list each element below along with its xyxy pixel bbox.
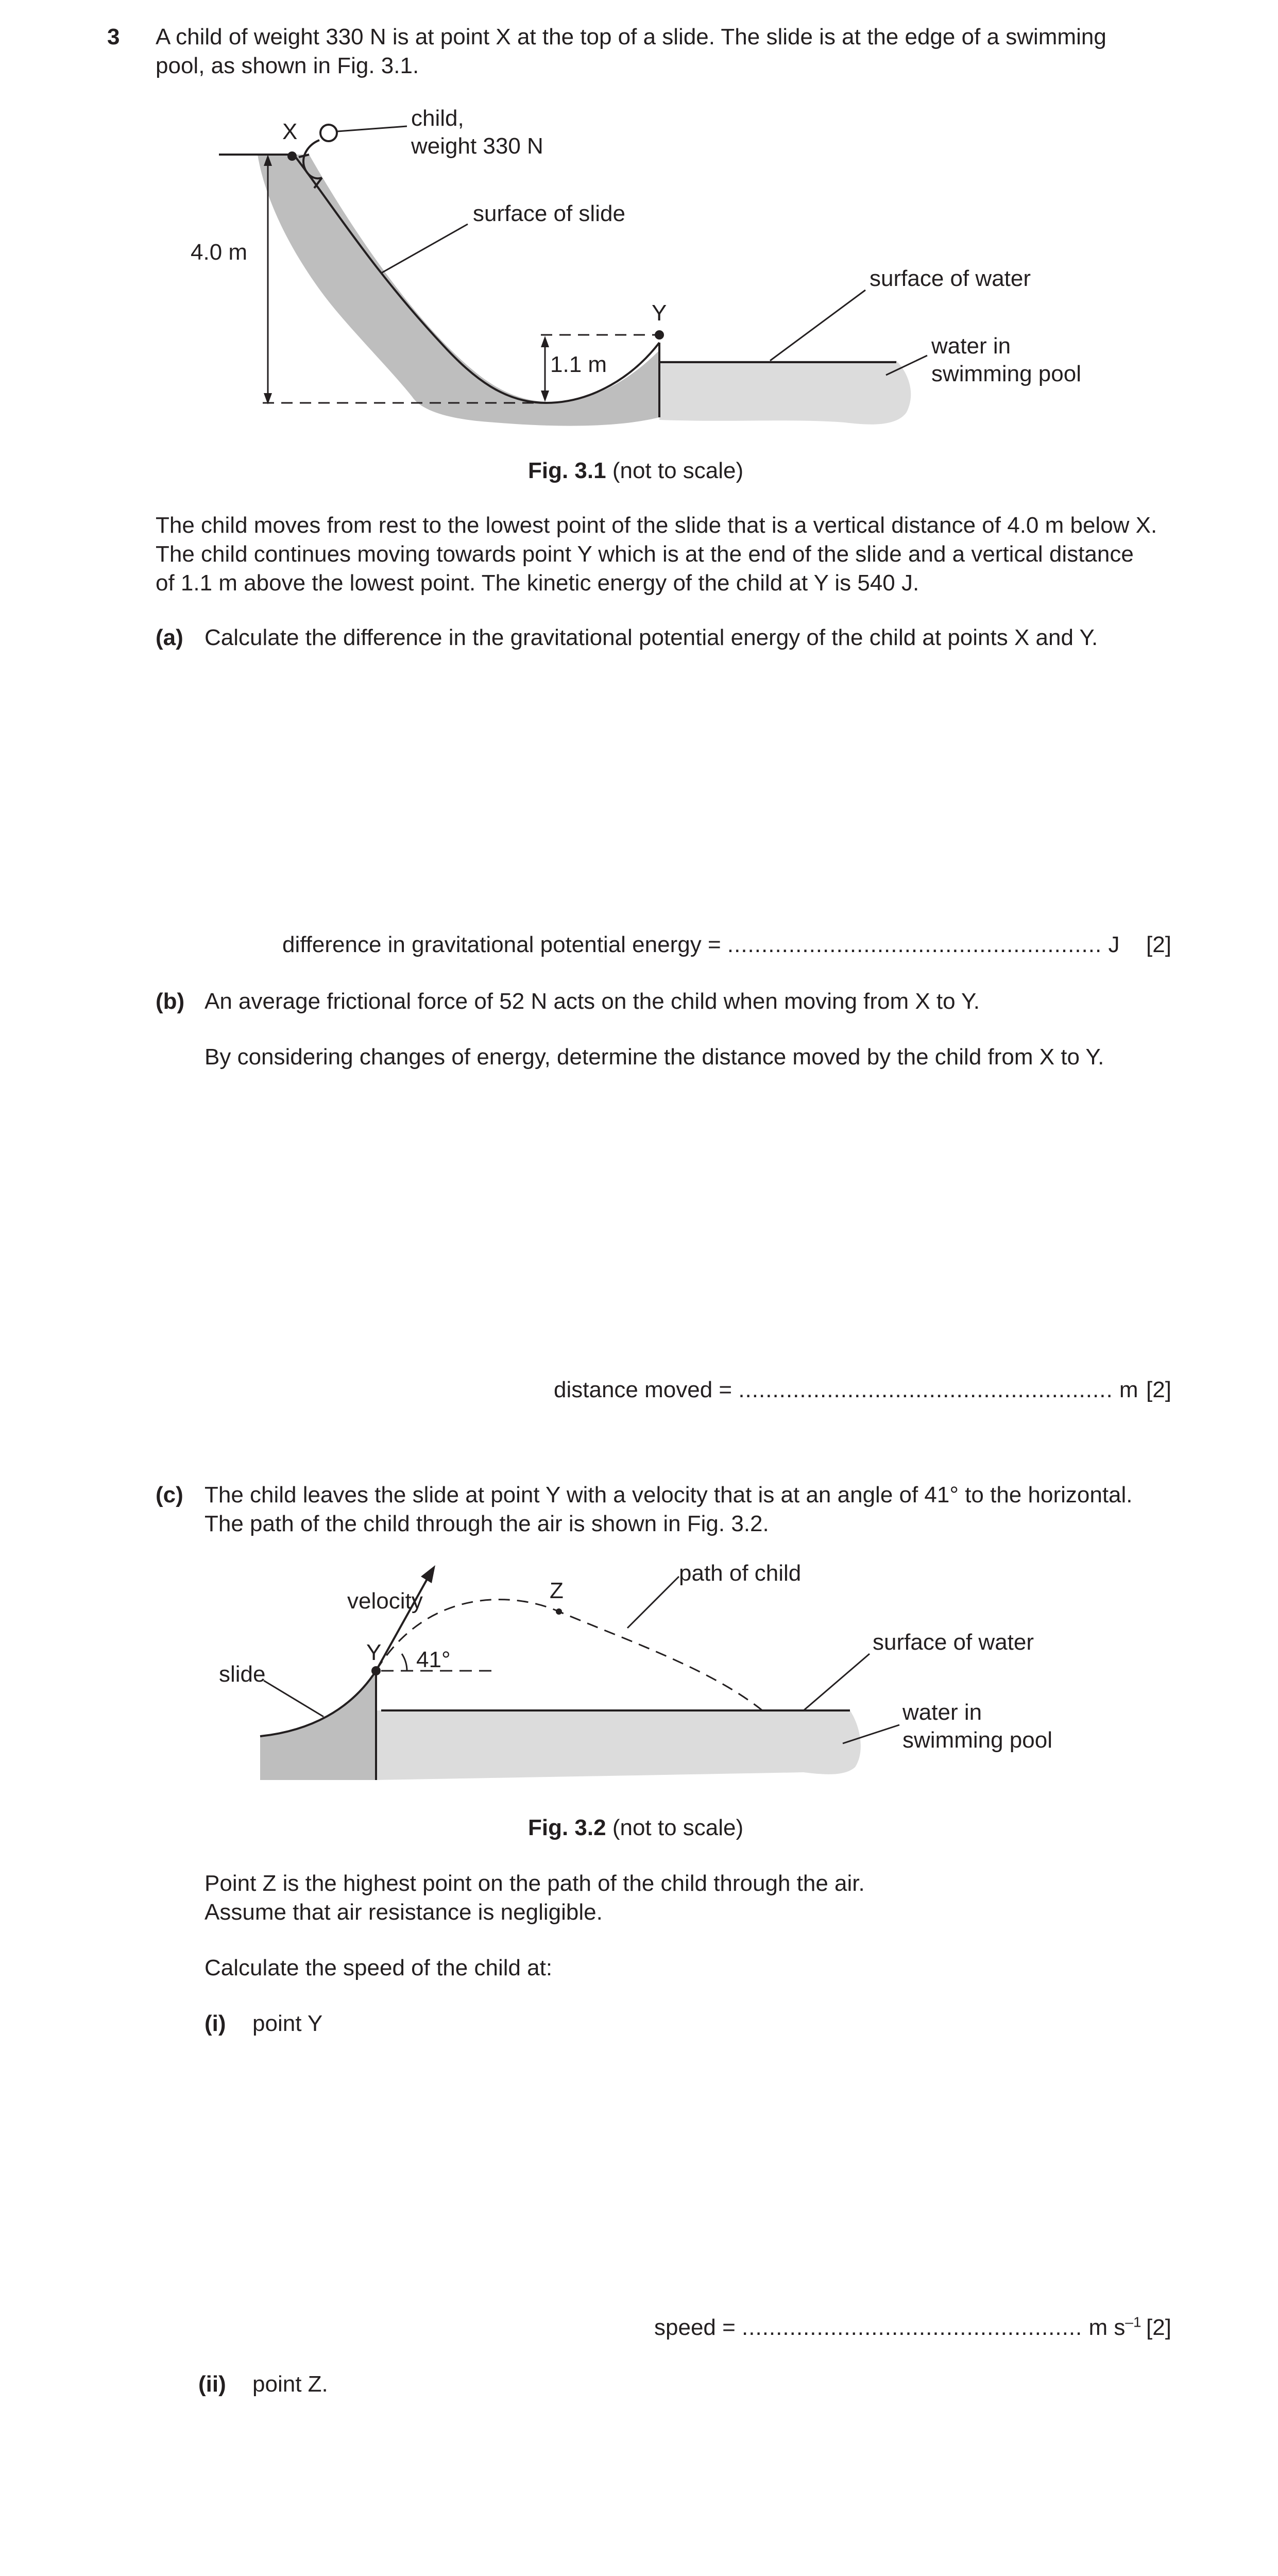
fig31-child-label-1: child, [411,106,464,131]
part-c-label: (c) [156,1482,183,1507]
question-number: 3 [107,24,120,49]
fig31-label-x: X [282,119,298,144]
part-ci-answer-field[interactable]: .................................................. [742,2315,1083,2340]
part-b-marks: [2] [1146,1377,1171,1402]
part-cii-label: (ii) [198,2371,226,2397]
para-line-3: of 1.1 m above the lowest point. The kinetic energy of the child at Y is 540 J. [156,570,919,596]
fig31-water-label-2: swimming pool [931,361,1081,386]
child-leader [337,126,407,131]
fig31-child-label-2: weight 330 N [411,133,543,159]
part-c-text-1: The child leaves the slide at point Y with a velocity that is at an angle of 41° to the horizontal. [205,1482,1133,1507]
slide-surface-leader [381,224,468,273]
path-leader [627,1577,679,1628]
fig32-path-label: path of child [679,1561,802,1586]
part-ci-label: (i) [205,2011,226,2036]
part-c-text-4: Assume that air resistance is negligible. [205,1900,603,1925]
part-a-answer-field[interactable]: ....................................................... [727,932,1102,957]
part-cii-text: point Z. [252,2371,328,2397]
water-surface-leader-2 [804,1654,870,1710]
part-c-text-3: Point Z is the highest point on the path of the child through the air. [205,1871,865,1896]
para-line-2: The child continues moving towards point Y which is at the end of the slide and a vertical distance [156,541,1134,567]
fig31-surface-of-slide-label: surface of slide [473,201,625,226]
fig32-surface-of-water-label: surface of water [873,1630,1034,1655]
fig31-caption: Fig. 3.1 (not to scale) [528,458,744,483]
fig31-height-1-1m: 1.1 m [550,352,607,377]
fig32-caption: Fig. 3.2 (not to scale) [528,1815,744,1840]
point-x [287,151,297,161]
part-b-answer-line: distance moved = ....................................................... m [554,1377,1138,1402]
para-line-1: The child moves from rest to the lowest point of the slide that is a vertical distance of 4.0 m below X. [156,513,1157,538]
fig-3-2-diagram [0,1546,1278,1803]
part-c-text-5: Calculate the speed of the child at: [205,1955,553,1980]
part-a-marks: [2] [1146,932,1171,957]
fig32-angle-label: 41° [416,1647,451,1672]
part-ci-text: point Y [252,2011,323,2036]
fig32-velocity-label: velocity [347,1588,423,1614]
slide-ground [258,155,659,426]
water-surface-leader [770,290,865,361]
fig32-label-z: Z [550,1578,564,1603]
part-b-text-1: An average frictional force of 52 N acts on the child when moving from X to Y. [205,989,980,1014]
intro-line-2: pool, as shown in Fig. 3.1. [156,53,419,78]
part-a-label: (a) [156,625,183,650]
fig-3-1-diagram [0,93,1278,464]
part-a-text: Calculate the difference in the gravitational potential energy of the child at points X and Y. [205,625,1098,650]
fig31-height-4m: 4.0 m [191,240,248,265]
slide-leader-2 [264,1681,323,1717]
slide-ground-2 [260,1669,376,1780]
part-b-text-2: By considering changes of energy, determine the distance moved by the child from X to Y. [205,1044,1104,1070]
fig31-surface-of-water-label: surface of water [870,266,1031,291]
part-c-text-2: The path of the child through the air is shown in Fig. 3.2. [205,1511,769,1536]
fig32-water-label-2: swimming pool [902,1727,1052,1753]
part-ci-answer-line: speed = .................................................. m $s^{-1}$ [654,2314,1141,2340]
pool-water [659,361,911,425]
fig32-slide-label: slide [219,1662,266,1687]
angle-arc [402,1654,407,1671]
part-ci-marks: [2] [1146,2315,1171,2340]
point-z [556,1608,562,1615]
pool-water-2 [376,1710,861,1780]
fig31-label-y: Y [652,300,667,326]
fig32-label-y: Y [366,1640,382,1665]
part-a-answer-line: difference in gravitational potential energy = ....................................................... J [282,932,1120,957]
intro-line-1: A child of weight 330 N is at point X at the top of a slide. The slide is at the edge of a swimming [156,24,1106,49]
fig31-water-label-1: water in [931,333,1011,359]
part-b-label: (b) [156,989,185,1014]
fig32-water-label-1: water in [902,1700,982,1725]
part-b-answer-field[interactable]: ....................................................... [738,1377,1113,1402]
